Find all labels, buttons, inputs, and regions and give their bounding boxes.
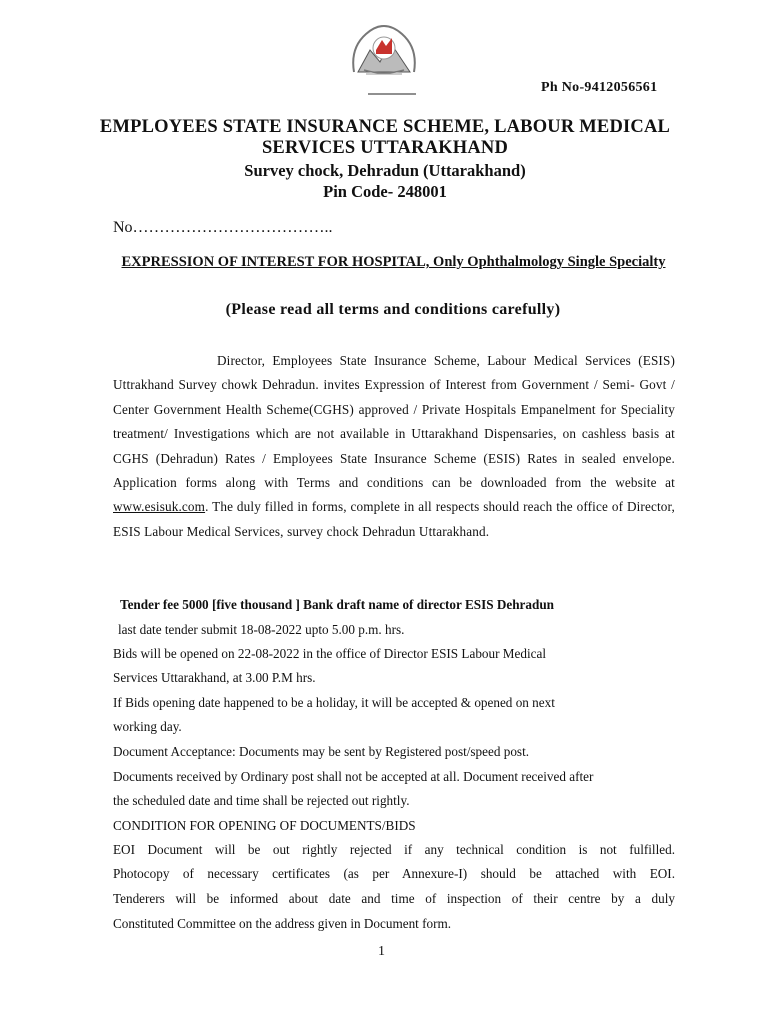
- holiday-note-1: If Bids opening date happened to be a holiday, it will be accepted & opened on next: [113, 695, 555, 710]
- bids-opening-2: Services Uttarakhand, at 3.00 P.M hrs.: [113, 670, 316, 685]
- instruction-note: (Please read all terms and conditions carefully): [225, 301, 561, 318]
- eoi-title: EXPRESSION OF INTEREST FOR HOSPITAL, Only Ophthalmology Single Specialty: [121, 254, 666, 270]
- bids-opening-1: Bids will be opened on 22-08-2022 in the office of Director ESIS Labour Medical: [113, 646, 547, 661]
- org-line-1: EMPLOYEES STATE INSURANCE SCHEME, LABOUR MEDICAL: [99, 117, 671, 137]
- address: Survey chock, Dehradun (Uttarakhand): [244, 161, 526, 180]
- eoi-condition-1: EOI Document will be out rightly rejected if any technical condition is not fulfilled.: [113, 842, 675, 857]
- eoi-condition-4: Constituted Committee on the address given in Document form.: [113, 916, 452, 931]
- document-acceptance: Document Acceptance: Documents may be sent by Registered post/speed post.: [113, 744, 530, 759]
- documents-received-1: Documents received by Ordinary post shall not be accepted at all. Document received after: [113, 769, 594, 784]
- last-date: last date tender submit 18-08-2022 upto 5.00 p.m. hrs.: [118, 622, 405, 637]
- condition-heading: CONDITION FOR OPENING OF DOCUMENTS/BIDS: [113, 818, 416, 833]
- tender-fee: Tender fee 5000 [five thousand ] Bank draft name of director ESIS Dehradun: [120, 597, 554, 612]
- holiday-note-2: working day.: [113, 719, 182, 734]
- reference-number: No………………………………..: [113, 219, 333, 236]
- organisation-name: [0, 117, 770, 159]
- phone-number: Ph No-9412056561: [541, 80, 658, 95]
- intro-paragraph: [113, 349, 675, 544]
- website-link[interactable]: www.esisuk.com: [113, 499, 206, 515]
- intro-text-1: Director, Employees State Insurance Scheme, Labour Medical Services (ESIS) Uttrakhand Survey chowk Dehradun. invites Expression of Interest from Government / Semi- Govt / Center Government Health Scheme(CGHS) approved / Private Hospitals Empanelment for Speciality treatment/ Investigations which are not available in Uttarakhand Dispensaries, on cashless basis at CGHS (Dehradun) Rates / Employees State Insurance Scheme (ESIS) Rates in sealed envelope. Application forms along with Terms and conditions can be downloaded from the website at: [113, 353, 675, 491]
- intro-text-2: . The duly filled in forms, complete in all respects should reach the office of Director, ESIS Labour Medical Services, survey chock Dehradun Uttarakhand.: [113, 499, 675, 539]
- uttarakhand-emblem: [346, 14, 422, 98]
- org-line-2: SERVICES UTTARAKHAND: [261, 138, 509, 158]
- eoi-condition-3: Tenderers will be informed about date and time of inspection of their centre by a duly: [113, 891, 675, 906]
- pin-code: Pin Code- 248001: [323, 182, 447, 201]
- page-number: 1: [378, 944, 385, 959]
- documents-received-2: the scheduled date and time shall be rejected out rightly.: [113, 793, 410, 808]
- eoi-condition-2: Photocopy of necessary certificates (as per Annexure-I) should be attached with EOI.: [113, 866, 675, 881]
